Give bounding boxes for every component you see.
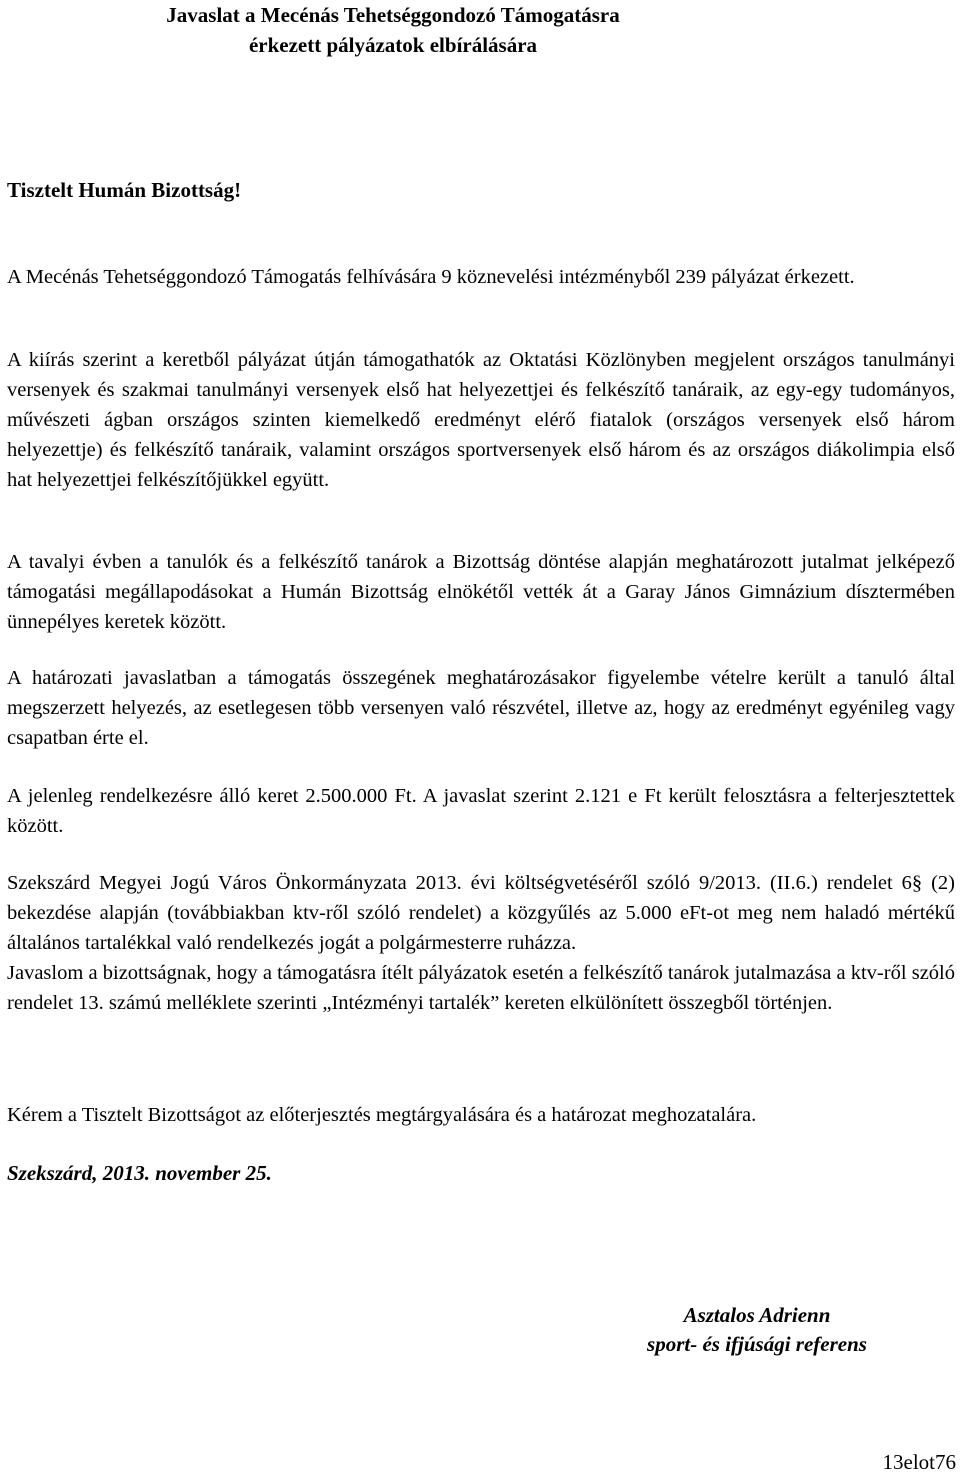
title-line-2: érkezett pályázatok elbírálására [248, 33, 538, 57]
paragraph-eligibility: A kiírás szerint a keretből pályázat útján támogathatók az Oktatási Közlönyben megjelent országos tanulmányi versenyek és szakmai tanulmányi versenyek első hat helyezettjei és felkészítő tanáraik, az egy-egy tudományos, művészeti ágban országos szinten kiemelkedő eredményt elérő fiatalok (országos versenyek első három helyezettje) és felkészítő tanáraik, valamint országos sportversenyek első három és az országos diákolimpia első hat helyezettjei felkészítőjükkel együtt. [7, 349, 955, 491]
paragraph-available-budget: A jelenleg rendelkezésre álló keret 2.500.000 Ft. A javaslat szerint 2.121 e Ft került felosztásra a felterjesztettek között. [7, 785, 955, 837]
title-line-1: Javaslat a Mecénás Tehetséggondozó Támogatásra [166, 3, 620, 27]
paragraph-regulation-proposal: Szekszárd Megyei Jogú Város Önkormányzata 2013. évi költségvetéséről szóló 9/2013. (II.6.) rendelet 6§ (2) bekezdése alapján (továbbiakban ktv-ről szóló rendelet) a közgyűlés az 5.000 eFt-ot meg nem haladó mértékű általános tartalékkal való rendelkezés jogát a polgármesterre ruházza. Javaslom a bizottságnak, hogy a támogatásra ítélt pályázatok esetén a felkészítő tanárok jutalmazása a ktv-ről szóló rendelet 13. számú melléklete szerinti „Intézményi tartalék” kereten elkülönített összegből történjen. [7, 872, 955, 1014]
paragraph-applications-received: A Mecénás Tehetséggondozó Támogatás felhívására 9 köznevelési intézményből 239 pályázat érkezett. [7, 266, 855, 288]
document-title [6, 0, 780, 60]
signature-name: Asztalos Adrienn [683, 1303, 831, 1327]
paragraph-request: Kérem a Tisztelt Bizottságot az előterjesztés megtárgyalására és a határozat meghozatalára. [7, 1104, 757, 1126]
signature-title: sport- és ifjúsági referens [647, 1332, 867, 1356]
salutation: Tisztelt Humán Bizottság! [7, 178, 242, 202]
paragraph-last-year: A tavalyi évben a tanulók és a felkészítő tanárok a Bizottság döntése alapján meghatározott jutalmat jelképező támogatási megállapodásokat a Humán Bizottság elnökétől vették át a Garay János Gimnázium dísztermében ünnepélyes keretek között. [7, 551, 955, 633]
signature-block [610, 1301, 904, 1359]
paragraph-amount-criteria: A határozati javaslatban a támogatás összegének meghatározásakor figyelembe vételre került a tanuló által megszerzett helyezés, az esetlegesen több versenyen való részvétel, illetve az, hogy az eredményt egyénileg vagy csapatban érte el. [7, 667, 955, 749]
date-line: Szekszárd, 2013. november 25. [7, 1161, 272, 1185]
footer-code: 13elot76 [882, 1450, 956, 1474]
